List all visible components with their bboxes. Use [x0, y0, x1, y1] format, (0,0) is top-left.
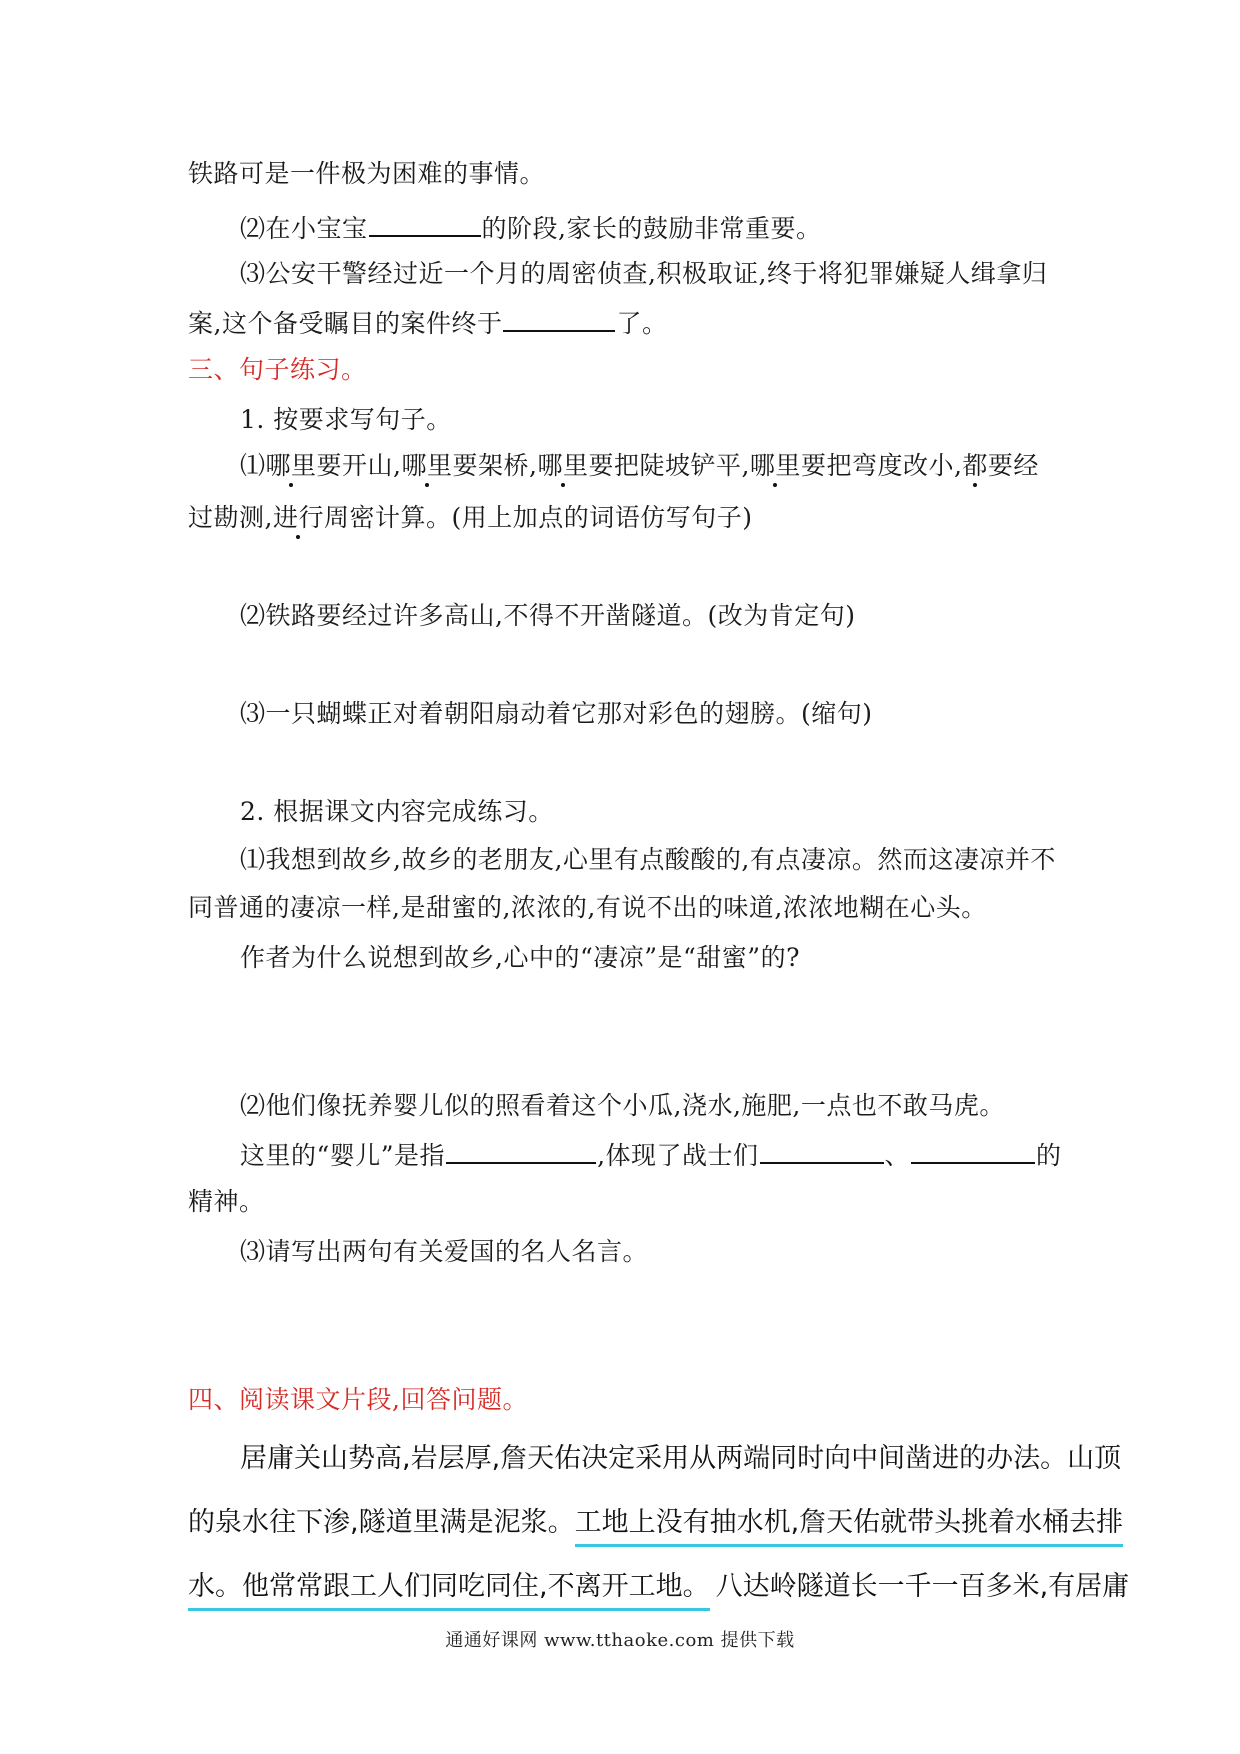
text: 过勘测, [188, 503, 273, 532]
dotted-word: 都 [962, 451, 988, 480]
dotted-word: 哪里 [265, 451, 317, 480]
question-3-1-3: ⑶一只蝴蝶正对着朝阳扇动着它那对彩色的翅膀。(缩句) [240, 699, 873, 728]
question-2-3: ⑶公安干警经过近一个月的周密侦查,积极取证,终于将犯罪嫌疑人缉拿归 [240, 259, 1048, 288]
answer-blank[interactable] [911, 1138, 1035, 1164]
question-text: 、 [884, 1141, 911, 1170]
dotted-word: 哪里 [749, 451, 801, 480]
question-3-2-1-ask: 作者为什么说想到故乡,心中的“凄凉”是“甜蜜”的? [240, 943, 800, 972]
question-3-2-2-fill [240, 1138, 1060, 1172]
question-3-2-3: ⑶请写出两句有关爱国的名人名言。 [240, 1237, 649, 1266]
highlighted-text: 工地上没有抽水机,詹天佑就带头挑着水桶去排 [575, 1507, 1124, 1547]
question-text: 的阶段,家长的鼓励非常重要。 [481, 214, 822, 243]
question-3-2-2-cont: 精神。 [188, 1187, 265, 1216]
question-text: ⑵在小宝宝 [240, 214, 368, 243]
question-text: 这里的“婴儿”是指 [240, 1141, 446, 1170]
answer-blank[interactable] [503, 306, 615, 332]
text: 要架桥, [452, 451, 538, 480]
text: 要把弯度改小, [800, 451, 963, 480]
page-footer: 通通好课网 www.tthaoke.com 提供下载 [445, 1630, 795, 1651]
question-3-1-1 [240, 450, 1060, 482]
answer-blank[interactable] [760, 1138, 884, 1164]
dotted-word: 进行 [272, 503, 324, 532]
text: 要把陡坡铲平, [588, 451, 750, 480]
answer-blank[interactable] [369, 211, 481, 237]
text: 要经 [987, 451, 1039, 480]
question-text: 案,这个备受瞩目的案件终于 [188, 309, 503, 338]
question-2-3-cont [188, 306, 1060, 340]
text: 周密计算。(用上加点的词语仿写句子) [323, 503, 753, 532]
reading-text: 的泉水往下渗,隧道里满是泥浆。 [188, 1507, 575, 1538]
reading-line [188, 1506, 1124, 1540]
paragraph-line: 铁路可是一件极为困难的事情。 [188, 159, 546, 188]
question-3-1-1-cont [188, 502, 1060, 534]
answer-blank[interactable] [446, 1138, 596, 1164]
question-3-2-1-cont: 同普通的凄凉一样,是甜蜜的,浓浓的,有说不出的味道,浓浓地糊在心头。 [188, 893, 987, 922]
question-3-2-1: ⑴我想到故乡,故乡的老朋友,心里有点酸酸的,有点凄凉。然而这凄凉并不 [240, 845, 1056, 874]
question-3-2-2: ⑵他们像抚养婴儿似的照看着这个小瓜,浇水,施肥,一点也不敢马虎。 [240, 1091, 1005, 1120]
subsection-3-1-title: 1. 按要求写句子。 [240, 405, 452, 434]
highlighted-text: 水。他常常跟工人们同吃同住,不离开工地。 [188, 1571, 710, 1611]
text: ⑴ [240, 451, 266, 480]
reading-line: 居庸关山势高,岩层厚,詹天佑决定采用从两端同时向中间凿进的办法。山顶 [240, 1443, 1122, 1474]
question-text: ,体现了战士们 [597, 1141, 759, 1170]
question-2-2 [240, 211, 1060, 245]
section-4-heading: 四、阅读课文片段,回答问题。 [188, 1385, 528, 1414]
text: 要开山, [316, 451, 402, 480]
question-text: 了。 [616, 309, 668, 338]
dotted-word: 哪里 [401, 451, 453, 480]
question-text: 的 [1036, 1141, 1062, 1170]
dotted-word: 哪里 [537, 451, 589, 480]
section-3-heading: 三、句子练习。 [188, 355, 367, 384]
reading-line [188, 1570, 1130, 1604]
reading-text: 八达岭隧道长一千一百多米,有居庸 [715, 1571, 1130, 1602]
subsection-3-2-title: 2. 根据课文内容完成练习。 [240, 797, 554, 826]
question-3-1-2: ⑵铁路要经过许多高山,不得不开凿隧道。(改为肯定句) [240, 601, 856, 630]
